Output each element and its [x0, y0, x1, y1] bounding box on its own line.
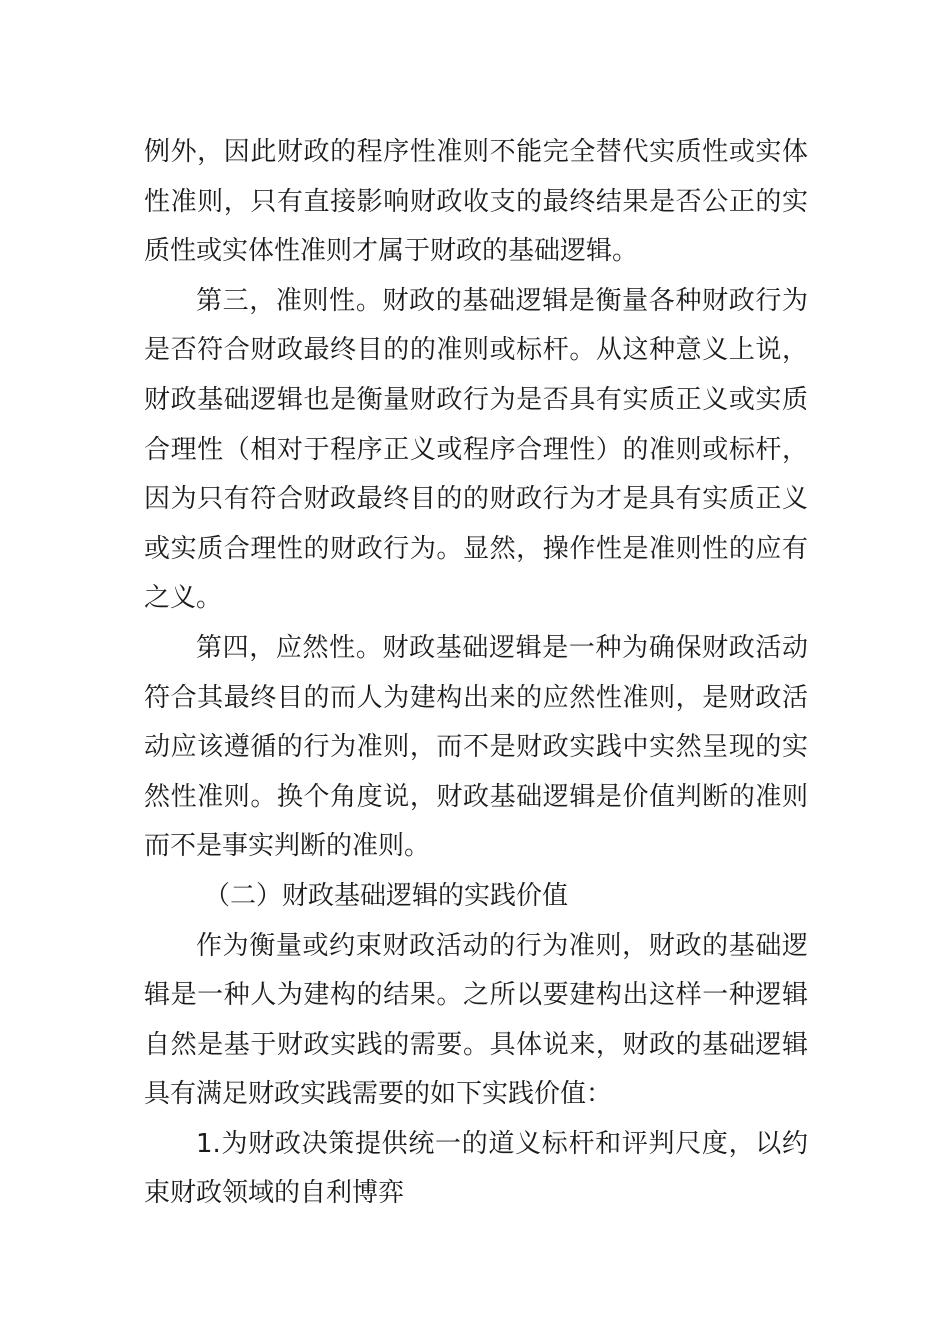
paragraph-third-point: 第三，准则性。财政的基础逻辑是衡量各种财政行为是否符合财政最终目的的准则或标杆。从这种意义上说，财政基础逻辑也是衡量财政行为是否具有实质正义或实质合理性（相对于程序正义或程序合理性）的准则或标杆，因为只有符合财政最终目的的财政行为才是具有实质正义或实质合理性的财政行为。显然，操作性是准则性的应有之义。 [144, 285, 808, 614]
paragraph-continuation: 例外，因此财政的程序性准则不能完全替代实质性或实体性准则，只有直接影响财政收支的最终结果是否公正的实质性或实体性准则才属于财政的基础逻辑。 [144, 137, 808, 267]
document-body [144, 128, 808, 1219]
paragraph-practical-value: 作为衡量或约束财政活动的行为准则，财政的基础逻辑是一种人为建构的结果。之所以要建构出这样一种逻辑自然是基于财政实践的需要。具体说来，财政的基础逻辑具有满足财政实践需要的如下实践价值： [144, 930, 808, 1110]
paragraph-fourth-point: 第四，应然性。财政基础逻辑是一种为确保财政活动符合其最终目的而人为建构出来的应然性准则，是财政活动应该遵循的行为准则，而不是财政实践中实然呈现的实然性准则。换个角度说，财政基础逻辑是价值判断的准则而不是事实判断的准则。 [144, 632, 808, 862]
section-heading: （二）财政基础逻辑的实践价值 [204, 880, 569, 911]
paragraph-point-one: 1.为财政决策提供统一的道义标杆和评判尺度，以约束财政领域的自利博弈 [144, 1128, 808, 1209]
